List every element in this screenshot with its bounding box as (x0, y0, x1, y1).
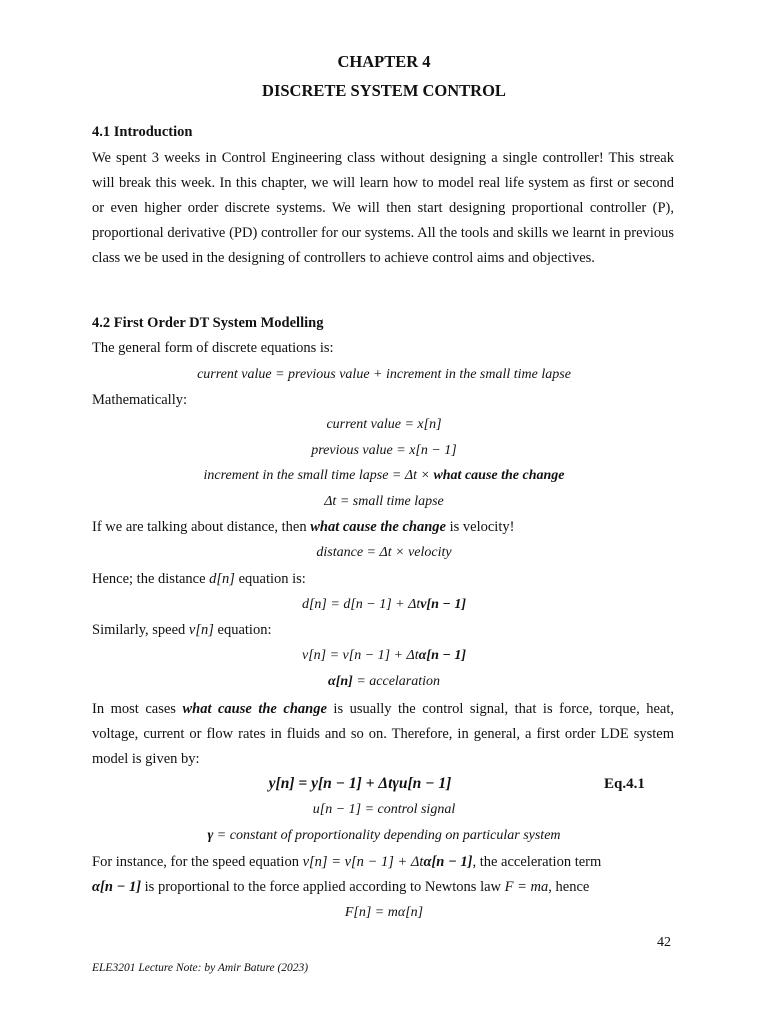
instance-line-2-bold: α[n − 1] (92, 879, 142, 895)
hence-text (92, 571, 674, 588)
similarly-text-pre: Similarly, speed (92, 622, 189, 638)
equation-d-prefix: d[n] = d[n − 1] + Δt (301, 597, 421, 612)
intro-paragraph: We spent 3 weeks in Control Engineering class without designing a single controller! This streak will break this week. In this chapter, we will learn how to model real life system as first or second or even higher order discrete systems. We will then start designing proportional controller (P), proportional derivative (PD) controller for our systems. All the tools and skills we learnt in previous class we be used in the designing of controllers to achieve control aims and objectives. (92, 150, 674, 266)
equation-force: F[n] = mα[n] (344, 905, 424, 920)
chapter-number: CHAPTER 4 (337, 52, 431, 71)
equation-alpha-rest: = accelaration (352, 674, 441, 689)
equation-d-bold: v[n − 1] (420, 597, 467, 612)
instance-line-2-mid: is proportional to the force applied according to Newtons law (141, 879, 505, 895)
equation-general: current value = previous value + increment in the small time lapse (197, 367, 571, 382)
instance-line-1-bold: α[n − 1] (423, 854, 473, 870)
equation-distance-recurrence (0, 597, 768, 613)
equation-increment-prefix: increment in the small time lapse = Δt × (203, 468, 434, 483)
mathematically-text: Mathematically: (92, 392, 188, 408)
equation-gamma (0, 828, 768, 844)
distance-text-bold: what cause the change (310, 519, 446, 535)
section-heading-introduction: 4.1 Introduction (92, 124, 193, 140)
instance-line-1-pre: For instance, for the speed equation (92, 854, 303, 870)
distance-text-pre: If we are talking about distance, then (92, 519, 311, 535)
instance-line-2-post: , hence (548, 879, 590, 895)
instance-line-1 (92, 854, 674, 871)
equation-distance: distance = Δt × velocity (316, 545, 452, 560)
equation-previous-value: previous value = x[n − 1] (311, 443, 457, 458)
control-signal-pre: In most cases (92, 701, 183, 717)
equation-gamma-rest: = constant of proportionality depending on particular system (213, 828, 561, 843)
hence-text-pre: Hence; the distance (92, 571, 210, 587)
chapter-title: DISCRETE SYSTEM CONTROL (262, 81, 506, 100)
equation-increment-bold: what cause the change (433, 468, 565, 483)
equation-acceleration (0, 674, 768, 690)
instance-line-1-post: , the acceleration term (472, 854, 602, 870)
control-signal-bold: what cause the change (182, 701, 327, 717)
hence-text-post: equation is: (234, 571, 306, 587)
footer-text: ELE3201 Lecture Note: by Amir Bature (2023) (92, 962, 309, 974)
equation-v-prefix: v[n] = v[n − 1] + Δt (301, 648, 419, 663)
equation-v-bold: α[n − 1] (418, 648, 466, 663)
similarly-text-post: equation: (213, 622, 272, 638)
equation-current-value: current value = x[n] (326, 417, 442, 432)
section-heading-first-order: 4.2 First Order DT System Modelling (92, 315, 324, 331)
equation-dt: Δt = small time lapse (324, 494, 444, 509)
similarly-text (92, 622, 674, 639)
equation-control-signal: u[n − 1] = control signal (312, 802, 456, 817)
hence-text-var: d[n] (209, 571, 235, 587)
equation-main-label: Eq.4.1 (604, 776, 645, 792)
distance-text-post: is velocity! (445, 519, 515, 535)
instance-line-2 (92, 879, 674, 896)
instance-line-1-eq: v[n] = v[n − 1] + Δt (302, 854, 424, 870)
general-form-text: The general form of discrete equations is: (92, 340, 334, 356)
equation-gamma-bold: γ (207, 828, 214, 843)
equation-alpha-bold: α[n] (327, 674, 353, 689)
similarly-text-var: v[n] (188, 622, 214, 638)
distance-text (92, 519, 674, 536)
equation-increment (0, 468, 768, 484)
equation-main: y[n] = y[n − 1] + Δtγu[n − 1] (268, 775, 452, 792)
instance-line-2-eq: F = ma (504, 879, 549, 895)
control-signal-paragraph (92, 697, 674, 772)
control-signal-post: is usually the control signal, that is force, torque, heat, voltage, current or flow rates in fluids and so on. Therefore, in general, a first order LDE system model is given by: (92, 701, 675, 767)
equation-speed-recurrence (0, 648, 768, 664)
page-number: 42 (657, 935, 671, 950)
